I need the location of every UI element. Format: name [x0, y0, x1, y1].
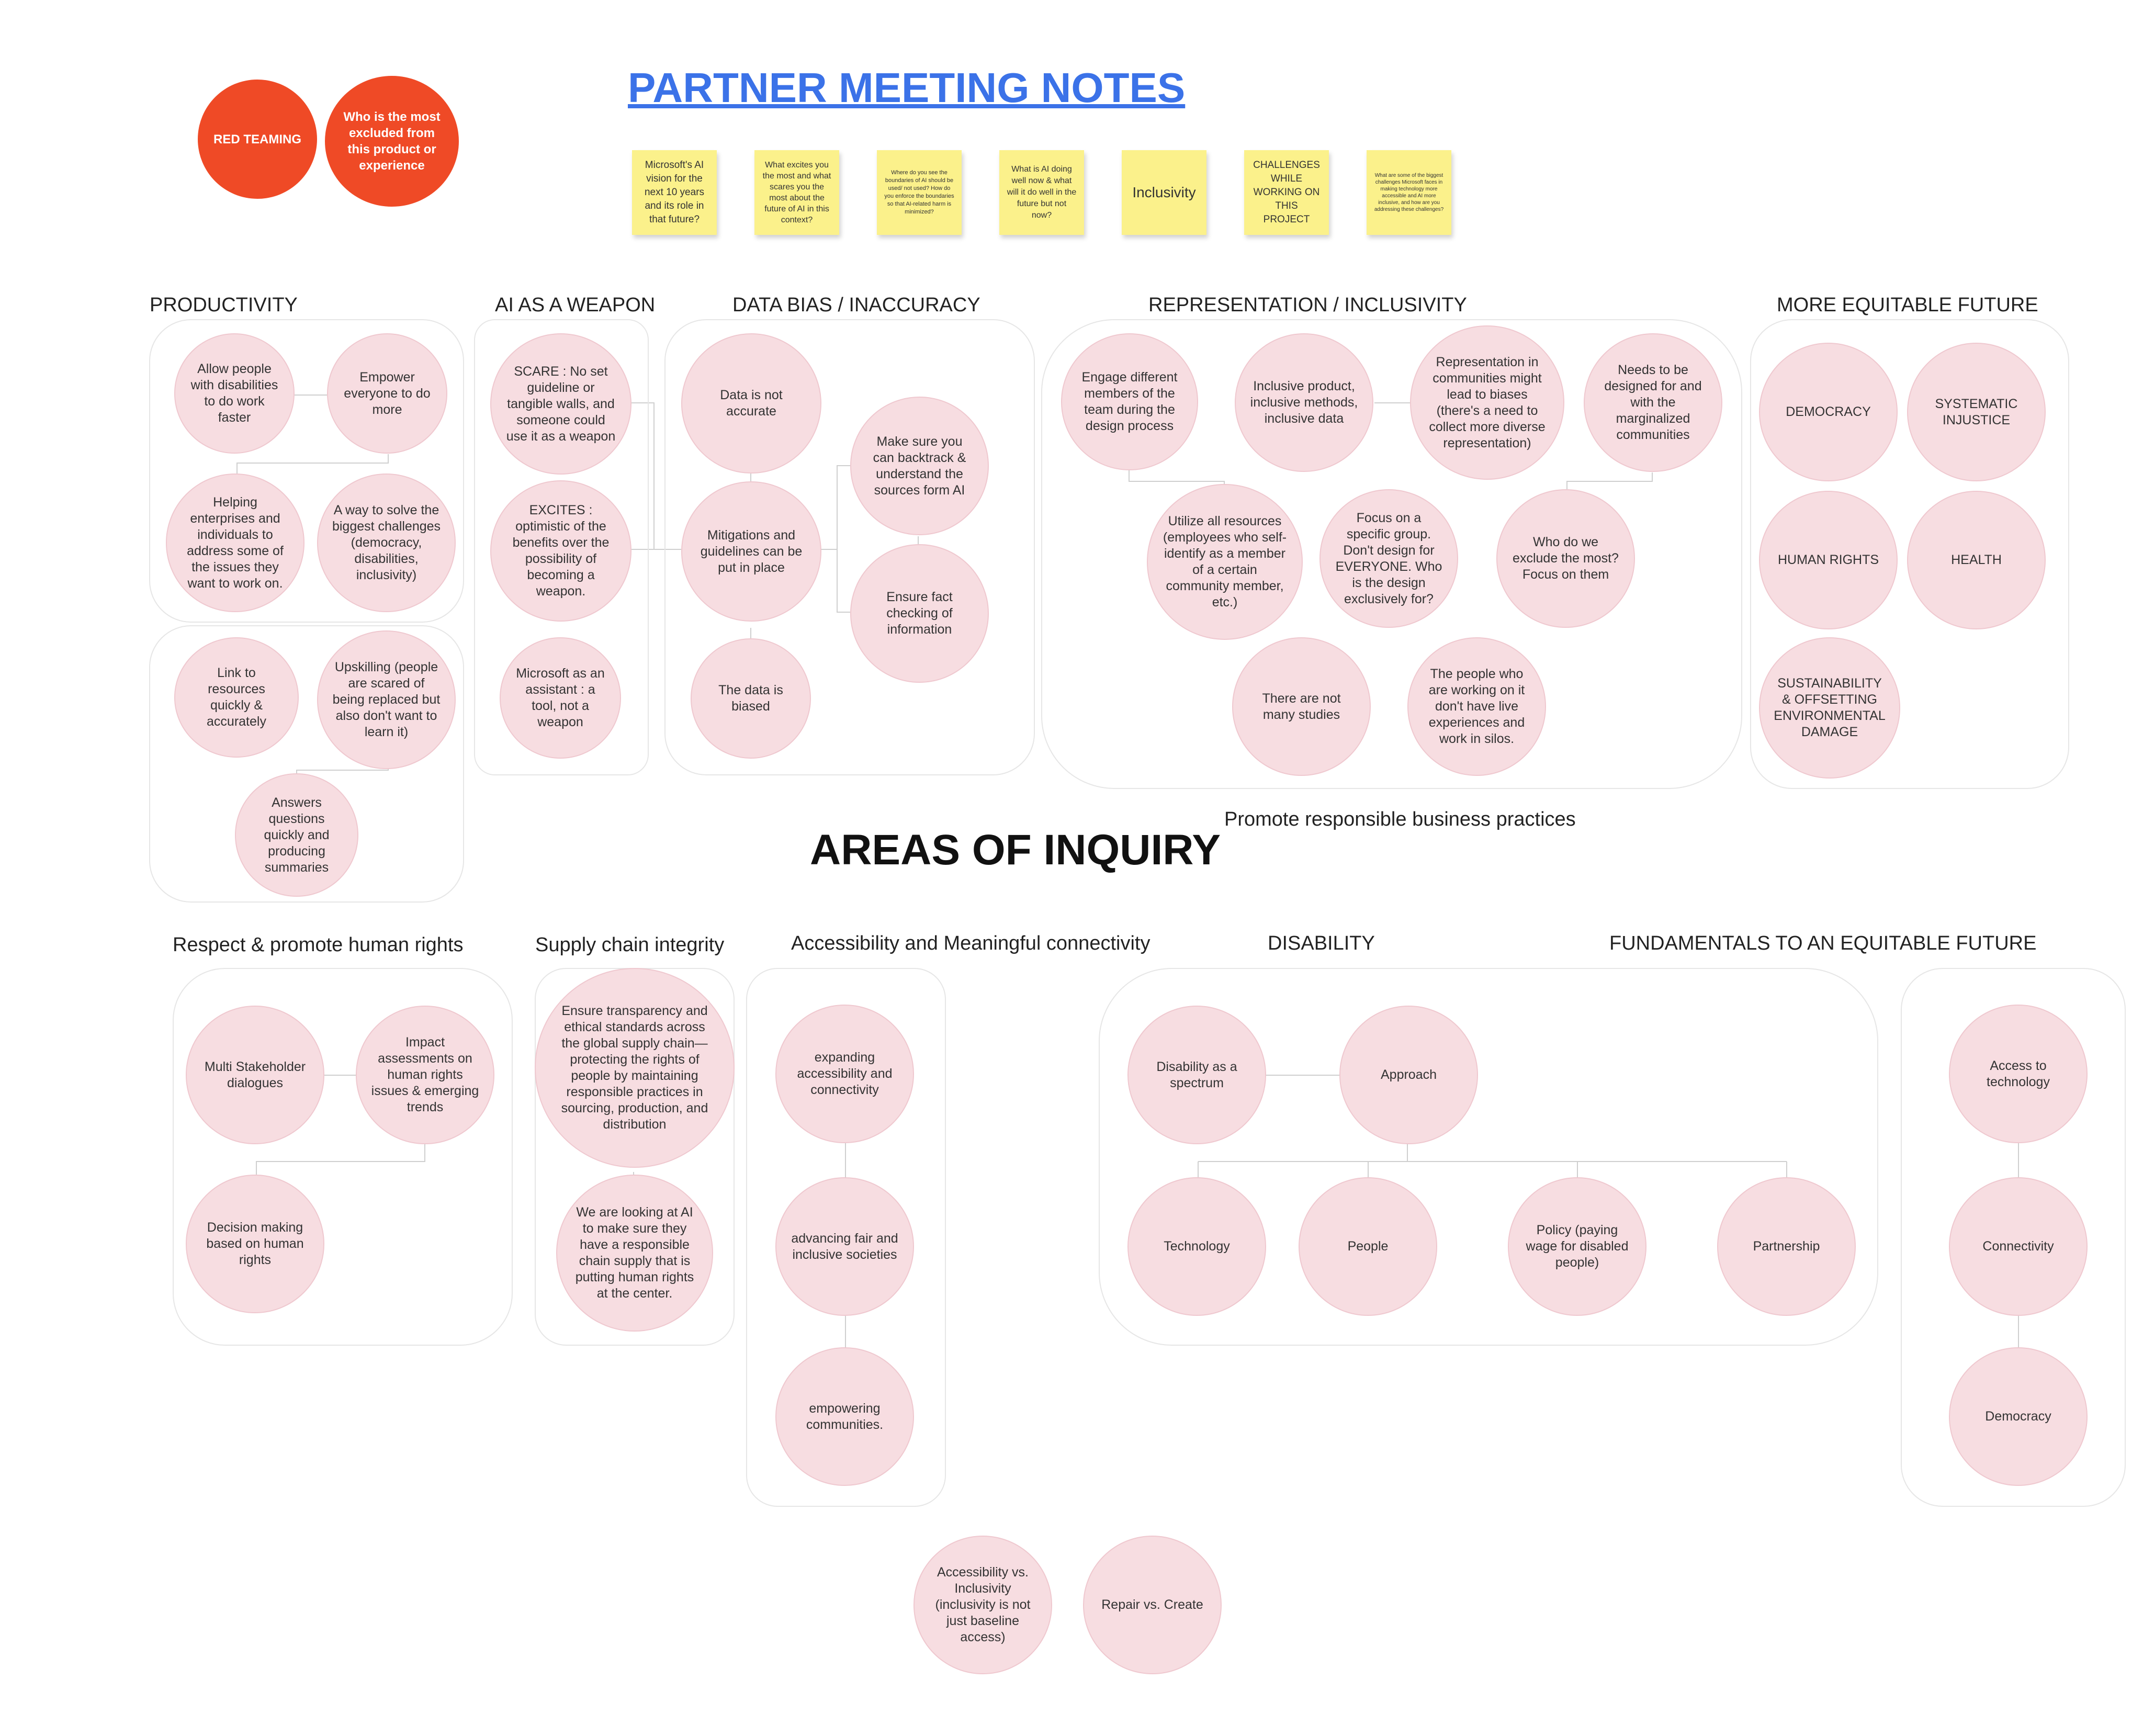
human-rights-node[interactable]: Multi Stakeholder dialogues — [186, 1006, 324, 1144]
representation-node[interactable]: Focus on a specific group. Don't design for EVERYONE. Who is the design exclusively for? — [1319, 489, 1458, 628]
areas-of-inquiry-heading: AREAS OF INQUIRY — [810, 826, 1221, 874]
data-bias-node[interactable]: Data is not accurate — [681, 333, 821, 474]
disability-node[interactable]: Technology — [1127, 1177, 1266, 1316]
productivity-node[interactable]: Empower everyone to do more — [327, 333, 447, 454]
representation-node[interactable]: Who do we exclude the most? Focus on them — [1496, 489, 1635, 628]
ai-weapon-node[interactable]: Microsoft as an assistant : a tool, not a weapon — [500, 637, 621, 759]
disability-node[interactable]: Approach — [1339, 1006, 1478, 1144]
representation-node[interactable]: Utilize all resources (employees who self-identify as a member of a certain community member, etc.) — [1147, 484, 1303, 640]
heading-representation: REPRESENTATION / INCLUSIVITY — [1148, 294, 1467, 316]
supply-chain-node[interactable]: We are looking at AI to make sure they have a responsible chain supply that is putting human rights at the center. — [556, 1175, 713, 1332]
productivity-node[interactable]: Helping enterprises and individuals to address some of the issues they want to work on. — [166, 474, 304, 612]
fundamentals-node[interactable]: Connectivity — [1949, 1177, 2088, 1316]
equitable-future-node[interactable]: SYSTEMATIC INJUSTICE — [1907, 343, 2046, 481]
heading-productivity: PRODUCTIVITY — [150, 294, 298, 316]
data-bias-node[interactable]: Ensure fact checking of information — [850, 544, 989, 683]
heading-fundamentals: FUNDAMENTALS TO AN EQUITABLE FUTURE — [1609, 932, 2037, 954]
accessibility-node[interactable]: empowering communities. — [775, 1347, 914, 1486]
accessibility-node[interactable]: expanding accessibility and connectivity — [775, 1005, 914, 1143]
productivity-node[interactable]: Upskilling (people are scared of being replaced but also don't want to learn it) — [317, 630, 456, 769]
productivity-node[interactable]: Link to resources quickly & accurately — [174, 637, 299, 758]
productivity-node[interactable]: A way to solve the biggest challenges (democracy, disabilities, inclusivity) — [317, 474, 456, 612]
sticky-text: What are some of the biggest challenges Microsoft faces in making technology more accessible and AI more inclusive, and how are you addressing these challenges? — [1374, 173, 1444, 212]
heading-data-bias: DATA BIAS / INACCURACY — [732, 294, 980, 316]
sticky-text: Where do you see the boundaries of AI should be used/ not used? How do you enforce the boundaries so that AI-related harm is minimized? — [884, 170, 954, 215]
sticky-note[interactable] — [632, 150, 717, 235]
bottom-node[interactable]: Accessibility vs. Inclusivity (inclusivity is not just baseline access) — [913, 1536, 1052, 1674]
most-excluded-circle[interactable]: Who is the most excluded from this product or experience — [325, 76, 459, 207]
ai-weapon-node[interactable]: SCARE : No set guideline or tangible walls, and someone could use it as a weapon — [490, 333, 631, 475]
page-title[interactable]: PARTNER MEETING NOTES — [628, 64, 1186, 111]
human-rights-node[interactable]: Impact assessments on human rights issues & emerging trends — [356, 1006, 494, 1144]
sticky-text: What is AI doing well now & what will it do well in the future but not now? — [1007, 165, 1077, 220]
disability-node[interactable]: Disability as a spectrum — [1127, 1006, 1266, 1144]
equitable-future-node[interactable]: HEALTH — [1907, 491, 2046, 629]
accessibility-node[interactable]: advancing fair and inclusive societies — [775, 1177, 914, 1316]
red-teaming-circle[interactable]: RED TEAMING — [198, 80, 317, 199]
equitable-future-node[interactable]: HUMAN RIGHTS — [1759, 491, 1898, 629]
representation-node[interactable]: There are not many studies — [1232, 637, 1371, 776]
representation-node[interactable]: Inclusive product, inclusive methods, inclusive data — [1235, 333, 1373, 472]
heading-disability: DISABILITY — [1268, 932, 1375, 954]
productivity-node[interactable]: Answers questions quickly and producing summaries — [235, 773, 358, 897]
fundamentals-node[interactable]: Democracy — [1949, 1347, 2088, 1486]
heading-ai-weapon: AI AS A WEAPON — [495, 294, 656, 316]
ai-weapon-node[interactable]: EXCITES : optimistic of the benefits over the possibility of becoming a weapon. — [490, 480, 631, 622]
sticky-text: Inclusivity — [1132, 184, 1196, 200]
data-bias-node[interactable]: The data is biased — [691, 638, 811, 759]
data-bias-node[interactable]: Mitigations and guidelines can be put in place — [681, 481, 821, 622]
disability-node[interactable]: Partnership — [1717, 1177, 1856, 1316]
sticky-note[interactable] — [1122, 150, 1206, 235]
sticky-text: What excites you the most and what scares you the most about the future of AI in this context? — [762, 161, 831, 224]
equitable-future-node[interactable]: SUSTAINABILITY & OFFSETTING ENVIRONMENTAL DAMAGE — [1759, 637, 1900, 779]
heading-supply-chain: Supply chain integrity — [535, 934, 725, 956]
sticky-text: Microsoft's AI vision for the next 10 years and its role in that future? — [644, 160, 705, 225]
disability-node[interactable]: People — [1299, 1177, 1437, 1316]
heading-human-rights: Respect & promote human rights — [173, 934, 464, 956]
supply-chain-node[interactable]: Ensure transparency and ethical standards across the global supply chain—protecting the rights of people by maintaining responsible practices in sourcing, production, and distribution — [535, 968, 735, 1168]
sticky-note[interactable] — [877, 150, 962, 235]
sticky-note[interactable] — [1244, 150, 1329, 235]
heading-equitable-future: MORE EQUITABLE FUTURE — [1777, 294, 2038, 316]
heading-accessibility: Accessibility and Meaningful connectivity — [791, 932, 1151, 954]
representation-node[interactable]: Engage different members of the team during the design process — [1061, 333, 1198, 470]
representation-node[interactable]: Needs to be designed for and with the marginalized communities — [1584, 333, 1722, 472]
sticky-note[interactable] — [754, 150, 839, 235]
sticky-note[interactable] — [1367, 150, 1451, 235]
sticky-text: CHALLENGES WHILE WORKING ON THIS PROJECT — [1253, 160, 1320, 225]
representation-node[interactable]: The people who are working on it don't have live experiences and work in silos. — [1407, 637, 1546, 776]
sticky-note[interactable] — [999, 150, 1084, 235]
fundamentals-node[interactable]: Access to technology — [1949, 1005, 2088, 1143]
bottom-node[interactable]: Repair vs. Create — [1083, 1536, 1222, 1674]
promote-business-label: Promote responsible business practices — [1224, 808, 1576, 830]
productivity-node[interactable]: Allow people with disabilities to do work faster — [174, 333, 295, 454]
disability-node[interactable]: Policy (paying wage for disabled people) — [1508, 1177, 1646, 1316]
data-bias-node[interactable]: Make sure you can backtrack & understand the sources form AI — [850, 397, 989, 535]
representation-node[interactable]: Representation in communities might lead to biases (there's a need to collect more diverse representation) — [1410, 325, 1564, 480]
human-rights-node[interactable]: Decision making based on human rights — [186, 1175, 324, 1313]
equitable-future-node[interactable]: DEMOCRACY — [1759, 343, 1898, 481]
